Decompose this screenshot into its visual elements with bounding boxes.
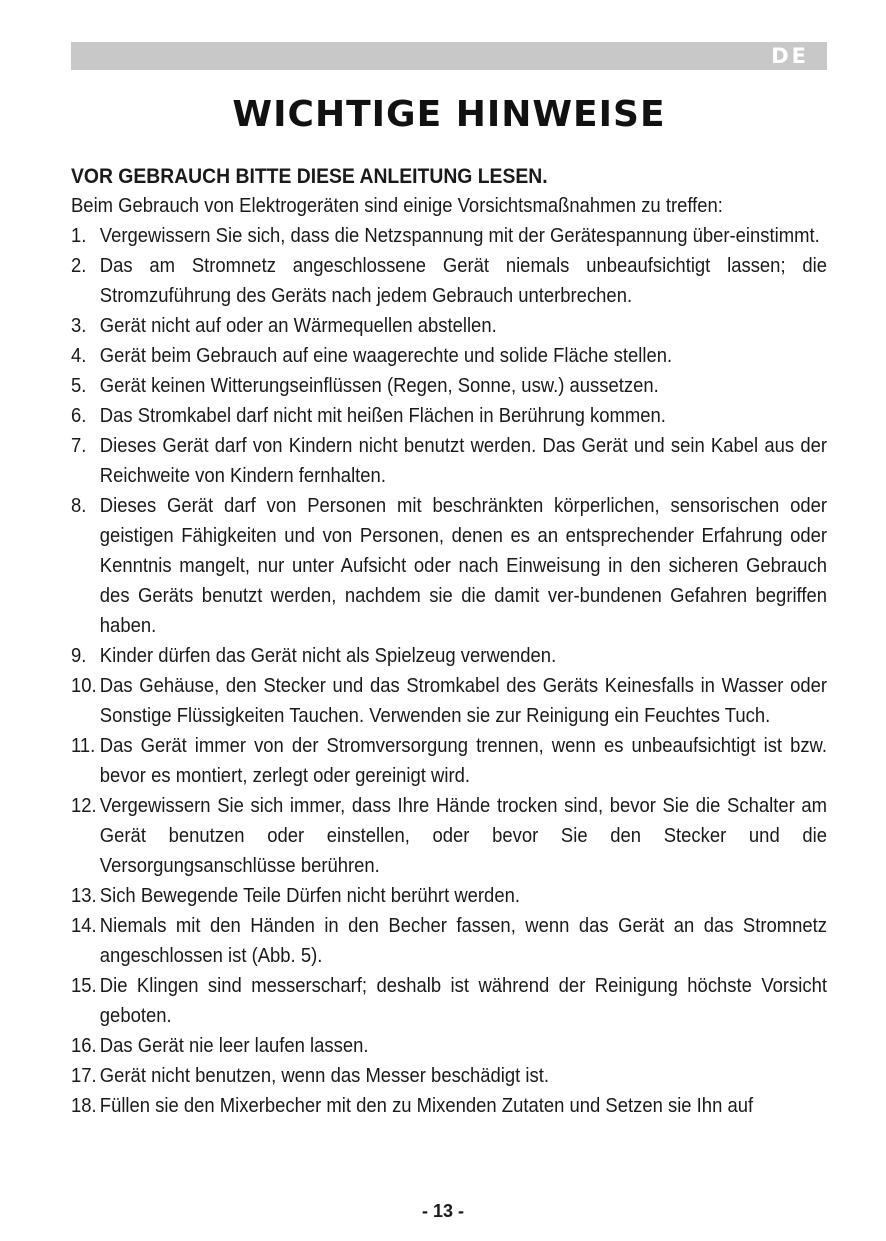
list-item — [71, 731, 827, 791]
list-item — [71, 221, 827, 251]
item-number: 13. — [71, 884, 97, 907]
page-title: WICHTIGE HINWEISE — [232, 94, 666, 135]
item-number: 14. — [71, 914, 97, 937]
language-header-bar — [71, 42, 827, 70]
language-code: DE — [771, 44, 809, 68]
item-number: 2. — [71, 254, 87, 277]
instruction-list — [71, 221, 827, 1121]
item-number: 10. — [71, 674, 97, 697]
list-item — [71, 971, 827, 1031]
item-text: Kinder dürfen das Gerät nicht als Spielzeug verwenden. — [99, 644, 557, 667]
item-number: 12. — [71, 794, 97, 817]
item-text: Dieses Gerät darf von Kindern nicht benutzt werden. Das Gerät und sein Kabel aus der Reichweite von Kindern fernhalten. — [99, 434, 828, 487]
item-number: 15. — [71, 974, 97, 997]
item-number: 11. — [71, 734, 96, 757]
item-number: 5. — [71, 374, 87, 397]
item-text: Sich Bewegende Teile Dürfen nicht berührt werden. — [99, 884, 520, 907]
item-text: Vergewissern Sie sich immer, dass Ihre Hände trocken sind, bevor Sie die Schalter am Gerät benutzen oder einstellen, oder bevor Sie den Stecker und die Versorgungsanschlüsse berühren. — [99, 794, 828, 877]
list-item — [71, 881, 827, 911]
item-text: Das Stromkabel darf nicht mit heißen Flächen in Berührung kommen. — [99, 404, 666, 427]
item-number: 4. — [71, 344, 87, 367]
list-item — [71, 791, 827, 881]
safety-instructions — [71, 161, 827, 1121]
item-text: Das Gerät immer von der Stromversorgung trennen, wenn es unbeaufsichtigt ist bzw. bevor es montiert, zerlegt oder gereinigt wird. — [99, 734, 828, 787]
list-item — [71, 341, 827, 371]
list-item — [71, 251, 827, 311]
list-item — [71, 641, 827, 671]
item-text: Gerät nicht benutzen, wenn das Messer beschädigt ist. — [99, 1064, 549, 1087]
item-text: Dieses Gerät darf von Personen mit beschränkten körperlichen, sensorischen oder geistigen Fähigkeiten und von Personen, denen es an entsprechender Erfahrung oder Kenntnis mangelt, nur unter Aufsicht oder nach Einweisung in den sicheren Gebrauch des Geräts benutzt werden, nachdem sie die damit ver-bundenen Gefahren begriffen haben. — [99, 494, 828, 637]
list-item — [71, 911, 827, 971]
item-number: 7. — [71, 434, 87, 457]
section-subtitle: VOR GEBRAUCH BITTE DIESE ANLEITUNG LESEN. — [71, 164, 548, 188]
item-number: 8. — [71, 494, 87, 517]
list-item — [71, 1031, 827, 1061]
list-item — [71, 491, 827, 641]
item-text: Gerät beim Gebrauch auf eine waagerechte und solide Fläche stellen. — [99, 344, 673, 367]
item-text: Niemals mit den Händen in den Becher fassen, wenn das Gerät an das Stromnetz angeschlossen ist (Abb. 5). — [99, 914, 828, 967]
item-text: Füllen sie den Mixerbecher mit den zu Mixenden Zutaten und Setzen sie Ihn auf — [99, 1094, 754, 1117]
list-item — [71, 431, 827, 491]
list-item — [71, 401, 827, 431]
item-text: Das Gerät nie leer laufen lassen. — [99, 1034, 369, 1057]
list-item — [71, 671, 827, 731]
intro-text: Beim Gebrauch von Elektrogeräten sind einige Vorsichtsmaßnahmen zu treffen: — [71, 194, 723, 217]
page-number: - 13 - — [421, 1201, 464, 1221]
item-text: Gerät nicht auf oder an Wärmequellen abstellen. — [99, 314, 497, 337]
item-number: 16. — [71, 1034, 97, 1057]
list-item — [71, 371, 827, 401]
item-text: Die Klingen sind messerscharf; deshalb ist während der Reinigung höchste Vorsicht geboten. — [99, 974, 828, 1027]
item-text: Vergewissern Sie sich, dass die Netzspannung mit der Gerätespannung über-einstimmt. — [99, 224, 820, 247]
item-number: 9. — [71, 644, 87, 667]
item-number: 18. — [71, 1094, 97, 1117]
list-item — [71, 1091, 827, 1121]
item-number: 6. — [71, 404, 87, 427]
item-text: Das am Stromnetz angeschlossene Gerät niemals unbeaufsichtigt lassen; die Stromzuführung des Geräts nach jedem Gebrauch unterbrechen. — [99, 254, 828, 307]
list-item — [71, 1061, 827, 1091]
item-number: 3. — [71, 314, 87, 337]
item-text: Das Gehäuse, den Stecker und das Stromkabel des Geräts Keinesfalls in Wasser oder Sonstige Flüssigkeiten Tauchen. Verwenden sie zur Reinigung ein Feuchtes Tuch. — [99, 674, 828, 727]
item-number: 17. — [71, 1064, 97, 1087]
list-item — [71, 311, 827, 341]
item-text: Gerät keinen Witterungseinflüssen (Regen, Sonne, usw.) aussetzen. — [99, 374, 659, 397]
item-number: 1. — [71, 224, 87, 247]
